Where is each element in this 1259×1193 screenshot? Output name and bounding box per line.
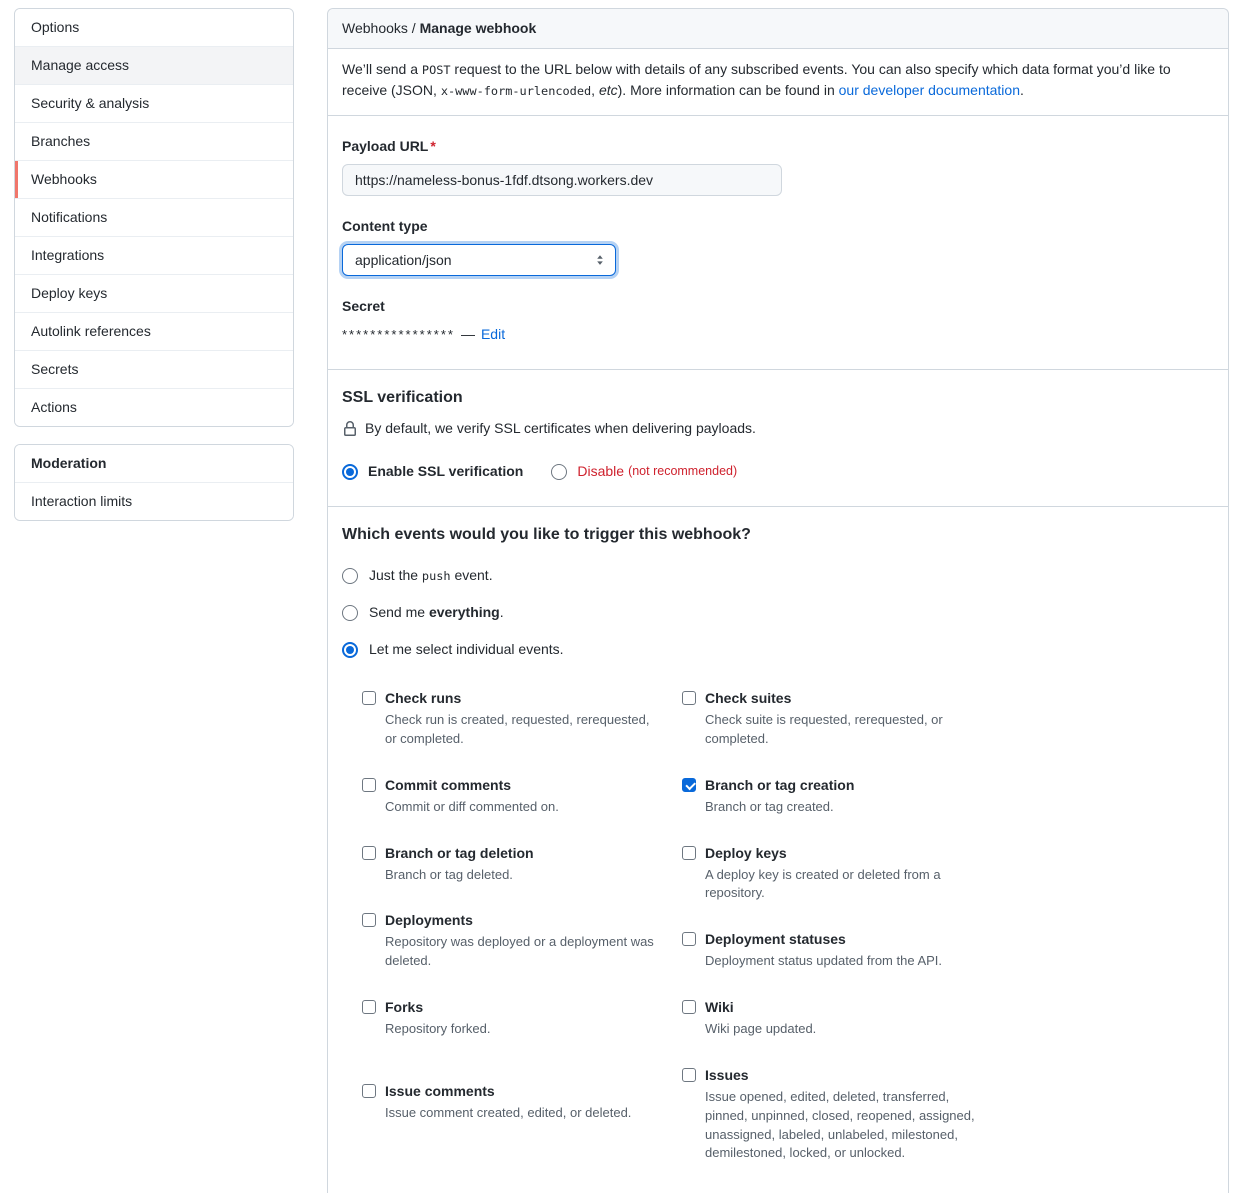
events-section-heading: Which events would you like to trigger this webhook?	[342, 526, 751, 543]
enable-ssl-radio[interactable]	[342, 464, 358, 480]
content-type-field-group	[342, 216, 1214, 276]
moderation-nav	[14, 444, 294, 521]
event-item-branch-tag-deletion	[362, 843, 660, 885]
urlencoded-code-text: x-www-form-urlencoded	[440, 84, 592, 98]
sidebar-item-webhooks[interactable]: Webhooks	[15, 160, 293, 198]
event-item-commit-comments	[362, 775, 660, 817]
check-suites-title[interactable]: Check suites	[705, 690, 792, 706]
branch-tag-deletion-title[interactable]: Branch or tag deletion	[385, 844, 534, 861]
payload-url-input[interactable]	[342, 164, 782, 196]
send-everything-label-text: .	[499, 604, 504, 620]
enable-ssl-label[interactable]: Enable SSL verification	[368, 463, 524, 479]
wiki-checkbox[interactable]	[682, 1000, 696, 1014]
branch-tag-creation-desc: Branch or tag created.	[705, 798, 834, 814]
sidebar-item-secrets[interactable]: Secrets	[15, 350, 293, 388]
deployment-statuses-checkbox[interactable]	[682, 932, 696, 946]
commit-comments-checkbox[interactable]	[362, 778, 376, 792]
check-runs-desc: Check run is created, requested, rerequested, or completed.	[385, 712, 650, 746]
just-push-radio[interactable]	[342, 568, 358, 584]
individual-events-radio[interactable]	[342, 642, 358, 658]
commit-comments-title[interactable]: Commit comments	[385, 776, 512, 793]
just-push-label[interactable]	[369, 565, 493, 586]
wiki-desc: Wiki page updated.	[705, 1021, 817, 1037]
check-suites-checkbox[interactable]	[682, 691, 696, 705]
manage-webhook-panel	[327, 8, 1229, 1193]
payload-url-field-group	[342, 136, 1214, 196]
secret-field-group	[342, 296, 1214, 345]
lock-icon	[342, 421, 358, 437]
event-item-check-runs	[362, 688, 660, 749]
description-text: request to the URL below with details of any subscribed events. You can also specify which data format you’d like to receive (JSON,	[342, 61, 1171, 98]
just-push-label-text: Just the	[369, 567, 422, 583]
check-runs-checkbox[interactable]	[362, 691, 376, 705]
deploy-keys-checkbox[interactable]	[682, 846, 696, 860]
sidebar-item-notifications[interactable]: Notifications	[15, 198, 293, 236]
panel-header	[328, 9, 1228, 49]
branch-tag-creation-title[interactable]: Branch or tag creation	[705, 776, 855, 793]
content-type-selected-value: application/json	[355, 251, 452, 268]
secret-value-row	[342, 324, 1214, 345]
webhook-form-section	[328, 116, 1228, 370]
developer-documentation-link[interactable]: our developer documentation	[838, 82, 1020, 98]
branch-tag-creation-checkbox[interactable]	[682, 778, 696, 792]
sidebar-item-deploy-keys[interactable]: Deploy keys	[15, 274, 293, 312]
event-checkbox-grid	[362, 688, 1002, 1189]
issue-comments-desc: Issue comment created, edited, or deleted.	[385, 1104, 632, 1120]
content-type-select[interactable]	[342, 244, 616, 276]
check-suites-desc: Check suite is requested, rerequested, or completed.	[705, 712, 943, 746]
secret-label: Secret	[342, 298, 385, 314]
branch-tag-deletion-desc: Branch or tag deleted.	[385, 866, 513, 882]
event-item-deployments	[362, 910, 660, 971]
deployment-statuses-title[interactable]: Deployment statuses	[705, 931, 846, 948]
page-title: Manage webhook	[419, 20, 537, 36]
branch-tag-deletion-checkbox[interactable]	[362, 846, 376, 860]
breadcrumb-separator: /	[411, 20, 416, 36]
forks-desc: Repository forked.	[385, 1021, 491, 1037]
sidebar-item-options[interactable]: Options	[15, 9, 293, 46]
wiki-title[interactable]: Wiki	[705, 999, 734, 1016]
issues-desc: Issue opened, edited, deleted, transferred, pinned, unpinned, closed, reopened, assigned, unassigned, labeled, unlabeled, milestoned, demilestoned, locked, or unlocked.	[705, 1088, 975, 1161]
event-item-forks	[362, 997, 660, 1039]
issue-comments-checkbox[interactable]	[362, 1084, 376, 1098]
event-item-deploy-keys	[682, 843, 980, 904]
deployments-checkbox[interactable]	[362, 913, 376, 927]
ssl-note-row	[342, 418, 1214, 439]
event-column-left	[362, 688, 682, 1189]
deployments-title[interactable]: Deployments	[385, 912, 473, 929]
ssl-radio-row	[342, 461, 1214, 482]
event-item-issue-comments	[362, 1081, 660, 1123]
deployments-desc: Repository was deployed or a deployment was deleted.	[385, 934, 654, 969]
sidebar-item-integrations[interactable]: Integrations	[15, 236, 293, 274]
check-runs-title[interactable]: Check runs	[385, 690, 462, 706]
ssl-section-heading: SSL verification	[342, 389, 463, 406]
issues-checkbox[interactable]	[682, 1068, 696, 1082]
breadcrumb-webhooks-link[interactable]: Webhooks	[342, 20, 408, 36]
commit-comments-desc: Commit or diff commented on.	[385, 798, 559, 814]
send-everything-radio[interactable]	[342, 605, 358, 621]
description-text: ,	[591, 82, 599, 98]
individual-events-label[interactable]: Let me select individual events.	[369, 641, 564, 657]
everything-bold-text: everything	[428, 604, 500, 620]
sidebar-item-security-analysis[interactable]: Security & analysis	[15, 84, 293, 122]
description-text: .	[1019, 82, 1024, 98]
payload-url-label	[342, 136, 1214, 157]
ssl-note-text: By default, we verify SSL certificates when delivering payloads.	[365, 420, 756, 436]
required-asterisk: *	[430, 138, 436, 154]
event-option-everything	[342, 602, 1214, 623]
sidebar-item-branches[interactable]: Branches	[15, 122, 293, 160]
events-section	[328, 507, 1228, 1193]
post-code-text: POST	[421, 63, 451, 77]
event-item-wiki	[682, 997, 980, 1039]
forks-checkbox[interactable]	[362, 1000, 376, 1014]
select-arrows-icon	[593, 253, 607, 267]
sidebar-item-actions[interactable]: Actions	[15, 388, 293, 426]
send-everything-label[interactable]	[369, 602, 504, 623]
moderation-section-header: Moderation	[15, 445, 293, 482]
event-column-right	[682, 688, 1002, 1189]
event-option-individual	[342, 639, 1214, 660]
settings-nav	[14, 8, 294, 427]
send-everything-label-text: Send me	[369, 604, 429, 620]
issue-comments-title[interactable]: Issue comments	[385, 1082, 495, 1099]
event-item-check-suites	[682, 688, 980, 749]
deployment-statuses-desc: Deployment status updated from the API.	[705, 953, 943, 969]
deploy-keys-desc: A deploy key is created or deleted from a repository.	[705, 866, 941, 901]
forks-title[interactable]: Forks	[385, 999, 424, 1016]
secret-edit-link[interactable]: Edit	[480, 326, 506, 342]
disable-ssl-radio[interactable]	[551, 464, 567, 480]
settings-sidebar	[14, 8, 294, 538]
sidebar-item-manage-access[interactable]: Manage access	[15, 46, 293, 84]
secret-separator-dash: —	[460, 326, 475, 342]
description-text: We’ll send a	[342, 61, 422, 77]
payload-url-label-text: Payload URL	[342, 138, 429, 154]
just-push-label-text: event.	[450, 567, 493, 583]
ssl-verification-section	[328, 370, 1228, 507]
sidebar-item-autolink-references[interactable]: Autolink references	[15, 312, 293, 350]
secret-masked-value: ****************	[342, 326, 455, 342]
event-option-just-push	[342, 565, 1214, 586]
event-item-branch-tag-creation	[682, 775, 980, 817]
disable-ssl-warning: (not recommended)	[628, 464, 738, 479]
sidebar-item-interaction-limits[interactable]: Interaction limits	[15, 482, 293, 520]
deploy-keys-title[interactable]: Deploy keys	[705, 844, 787, 861]
description-text: ). More information can be found in	[617, 82, 839, 98]
push-code-text: push	[421, 569, 451, 583]
content-type-label: Content type	[342, 218, 428, 234]
event-item-deployment-statuses	[682, 929, 980, 971]
etc-italic-text: etc	[598, 82, 618, 98]
webhook-description	[328, 49, 1228, 116]
event-item-issues	[682, 1065, 980, 1163]
issues-title[interactable]: Issues	[705, 1066, 749, 1083]
disable-ssl-label[interactable]: Disable	[577, 463, 625, 479]
